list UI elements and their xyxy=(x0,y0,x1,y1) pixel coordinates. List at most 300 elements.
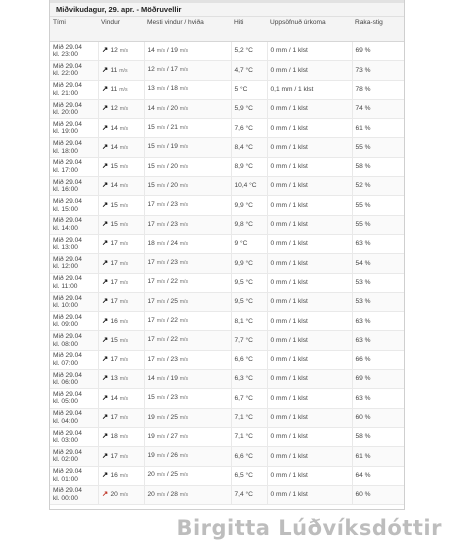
gust-cell: 17 m/s / 22 m/s xyxy=(144,312,231,331)
watermark: Birgitta Lúðvíksdóttir xyxy=(176,516,442,540)
wind-unit: m/s xyxy=(119,376,129,383)
temp-cell: 6,3 °C xyxy=(231,370,267,389)
max-wind-unit: m/s xyxy=(156,125,166,132)
gust-speed: 21 xyxy=(170,124,178,132)
gust-speed: 23 xyxy=(170,259,178,267)
precip-cell: 0 mm / 1 klst xyxy=(267,408,352,427)
max-wind: 14 xyxy=(147,46,155,54)
precip-cell: 0 mm / 1 klst xyxy=(267,350,352,369)
table-row xyxy=(50,350,405,369)
gust-cell: 13 m/s / 18 m/s xyxy=(144,80,231,99)
wind-direction-icon: ↗ xyxy=(101,450,109,460)
gust-speed: 19 xyxy=(170,143,178,151)
temp-cell: 7,7 °C xyxy=(231,331,267,350)
date-label: Mið 29.04 xyxy=(53,159,82,167)
gust-cell: 17 m/s / 23 m/s xyxy=(144,254,231,273)
wind-direction-icon: ↗ xyxy=(101,257,109,267)
gust-speed: 23 xyxy=(170,201,178,209)
wind-cell xyxy=(98,234,144,253)
table-row xyxy=(50,292,405,311)
time-cell xyxy=(50,273,98,292)
wind-speed: 14 xyxy=(110,124,118,132)
wind-speed: 15 xyxy=(110,336,118,344)
temp-cell: 10,4 °C xyxy=(231,177,267,196)
max-wind: 14 xyxy=(147,104,155,112)
gust-speed: 24 xyxy=(170,239,178,247)
precip-cell: 0 mm / 1 klst xyxy=(267,466,352,485)
precip-cell: 0 mm / 1 klst xyxy=(267,370,352,389)
time-cell xyxy=(50,196,98,215)
gust-cell: 19 m/s / 26 m/s xyxy=(144,447,231,466)
table-row xyxy=(50,157,405,176)
wind-speed: 17 xyxy=(110,298,118,306)
wind-direction-icon: ↗ xyxy=(101,122,109,132)
header-humidity[interactable]: Raka-stig xyxy=(352,17,405,42)
hour-label: kl. 07:00 xyxy=(53,359,78,367)
hour-label: kl. 23:00 xyxy=(53,51,78,59)
wind-cell xyxy=(98,408,144,427)
wind-direction-icon: ↗ xyxy=(101,199,109,209)
hour-label: kl. 18:00 xyxy=(53,147,78,155)
humidity-cell: 58 % xyxy=(352,157,405,176)
gust-cell: 15 m/s / 19 m/s xyxy=(144,138,231,157)
gust-unit: m/s xyxy=(179,240,189,247)
gust-cell: 12 m/s / 17 m/s xyxy=(144,61,231,80)
date-label: Mið 29.04 xyxy=(53,43,82,51)
gust-speed: 20 xyxy=(170,181,178,189)
time-cell xyxy=(50,177,98,196)
max-wind-unit: m/s xyxy=(156,472,166,479)
header-temp[interactable]: Hiti xyxy=(231,17,267,42)
hour-label: kl. 12:00 xyxy=(53,263,78,271)
temp-cell: 8,1 °C xyxy=(231,312,267,331)
max-wind: 19 xyxy=(147,432,155,440)
date-label: Mið 29.04 xyxy=(53,198,82,206)
max-wind-unit: m/s xyxy=(156,356,166,363)
gust-unit: m/s xyxy=(179,298,189,305)
gust-speed: 23 xyxy=(170,394,178,402)
humidity-cell: 55 % xyxy=(352,215,405,234)
date-label: Mið 29.04 xyxy=(53,429,82,437)
date-label: Mið 29.04 xyxy=(53,62,82,70)
wind-unit: m/s xyxy=(119,299,129,306)
time-cell xyxy=(50,42,98,61)
gust-unit: m/s xyxy=(179,125,189,132)
max-wind: 15 xyxy=(147,394,155,402)
wind-cell xyxy=(98,427,144,446)
wind-cell xyxy=(98,61,144,80)
max-wind-unit: m/s xyxy=(156,163,166,170)
temp-cell: 5,2 °C xyxy=(231,42,267,61)
time-cell xyxy=(50,350,98,369)
max-wind-unit: m/s xyxy=(156,47,166,54)
wind-cell xyxy=(98,331,144,350)
time-cell xyxy=(50,99,98,118)
date-label: Mið 29.04 xyxy=(53,82,82,90)
wind-direction-icon: ↗ xyxy=(101,469,109,479)
hour-label: kl. 02:00 xyxy=(53,456,78,464)
time-cell xyxy=(50,466,98,485)
precip-cell: 0 mm / 1 klst xyxy=(267,99,352,118)
table-row xyxy=(50,99,405,118)
temp-cell: 5,9 °C xyxy=(231,99,267,118)
gust-unit: m/s xyxy=(179,182,189,189)
table-row xyxy=(50,447,405,466)
gust-cell: 14 m/s / 19 m/s xyxy=(144,42,231,61)
wind-cell xyxy=(98,466,144,485)
wind-direction-icon: ↗ xyxy=(101,431,109,441)
wind-speed: 14 xyxy=(110,143,118,151)
wind-speed: 12 xyxy=(110,47,118,55)
wind-unit: m/s xyxy=(119,415,129,422)
date-label: Mið 29.04 xyxy=(53,410,82,418)
wind-speed: 14 xyxy=(110,394,118,402)
wind-speed: 15 xyxy=(110,163,118,171)
max-wind-unit: m/s xyxy=(156,240,166,247)
humidity-cell: 61 % xyxy=(352,447,405,466)
gust-unit: m/s xyxy=(179,163,189,170)
hour-label: kl. 11:00 xyxy=(53,282,78,290)
wind-speed: 16 xyxy=(110,317,118,325)
max-wind-unit: m/s xyxy=(156,279,166,286)
gust-speed: 22 xyxy=(170,278,178,286)
hour-label: kl. 05:00 xyxy=(53,398,78,406)
date-label: Mið 29.04 xyxy=(53,390,82,398)
temp-cell: 6,6 °C xyxy=(231,350,267,369)
wind-speed: 12 xyxy=(110,105,118,113)
wind-direction-icon: ↗ xyxy=(101,276,109,286)
wind-direction-icon: ↗ xyxy=(101,296,109,306)
temp-cell: 6,6 °C xyxy=(231,447,267,466)
gust-speed: 20 xyxy=(170,162,178,170)
max-wind: 17 xyxy=(147,297,155,305)
time-cell xyxy=(50,427,98,446)
table-header-row xyxy=(50,17,405,42)
time-cell xyxy=(50,485,98,504)
temp-cell: 7,1 °C xyxy=(231,408,267,427)
max-wind-unit: m/s xyxy=(156,67,166,74)
gust-cell: 19 m/s / 25 m/s xyxy=(144,408,231,427)
time-cell xyxy=(50,61,98,80)
max-wind: 15 xyxy=(147,124,155,132)
precip-cell: 0 mm / 1 klst xyxy=(267,447,352,466)
date-label: Mið 29.04 xyxy=(53,468,82,476)
hour-label: kl. 06:00 xyxy=(53,379,78,387)
max-wind-unit: m/s xyxy=(156,202,166,209)
date-label: Mið 29.04 xyxy=(53,352,82,360)
humidity-cell: 52 % xyxy=(352,177,405,196)
humidity-cell: 69 % xyxy=(352,42,405,61)
max-wind: 12 xyxy=(147,66,155,74)
gust-unit: m/s xyxy=(179,47,189,54)
time-cell xyxy=(50,408,98,427)
wind-unit: m/s xyxy=(119,144,129,151)
gust-unit: m/s xyxy=(179,105,189,112)
forecast-title: Miðvikudagur, 29. apr. - Möðruvellir xyxy=(50,3,404,17)
max-wind: 15 xyxy=(147,181,155,189)
temp-cell: 9,8 °C xyxy=(231,215,267,234)
wind-unit: m/s xyxy=(119,260,129,267)
header-wind[interactable]: Vindur xyxy=(98,17,144,42)
max-wind-unit: m/s xyxy=(156,144,166,151)
wind-unit: m/s xyxy=(119,106,129,113)
hour-label: kl. 16:00 xyxy=(53,186,78,194)
date-label: Mið 29.04 xyxy=(53,448,82,456)
humidity-cell: 60 % xyxy=(352,408,405,427)
hour-label: kl. 14:00 xyxy=(53,224,78,232)
date-label: Mið 29.04 xyxy=(53,120,82,128)
gust-cell: 18 m/s / 24 m/s xyxy=(144,234,231,253)
wind-speed: 20 xyxy=(110,491,118,499)
precip-cell: 0 mm / 1 klst xyxy=(267,331,352,350)
gust-speed: 20 xyxy=(170,104,178,112)
time-cell xyxy=(50,234,98,253)
wind-cell xyxy=(98,215,144,234)
max-wind: 15 xyxy=(147,162,155,170)
time-cell xyxy=(50,80,98,99)
wind-unit: m/s xyxy=(119,67,128,74)
wind-cell xyxy=(98,119,144,138)
gust-cell: 17 m/s / 25 m/s xyxy=(144,292,231,311)
wind-speed: 18 xyxy=(110,433,118,441)
gust-cell: 19 m/s / 27 m/s xyxy=(144,427,231,446)
wind-cell xyxy=(98,292,144,311)
gust-speed: 22 xyxy=(170,336,178,344)
humidity-cell: 55 % xyxy=(352,196,405,215)
max-wind: 14 xyxy=(147,374,155,382)
header-gust[interactable]: Mesti vindur / hviða xyxy=(144,17,231,42)
gust-cell: 15 m/s / 20 m/s xyxy=(144,157,231,176)
wind-unit: m/s xyxy=(119,164,129,171)
wind-cell xyxy=(98,273,144,292)
date-label: Mið 29.04 xyxy=(53,101,82,109)
wind-unit: m/s xyxy=(119,318,129,325)
temp-cell: 9,5 °C xyxy=(231,292,267,311)
wind-direction-icon: ↗ xyxy=(101,392,109,402)
gust-unit: m/s xyxy=(179,260,189,267)
wind-speed: 17 xyxy=(110,452,118,460)
humidity-cell: 61 % xyxy=(352,119,405,138)
precip-cell: 0 mm / 1 klst xyxy=(267,312,352,331)
date-label: Mið 29.04 xyxy=(53,236,82,244)
gust-unit: m/s xyxy=(179,144,189,151)
gust-unit: m/s xyxy=(179,202,189,209)
wind-speed: 17 xyxy=(110,278,118,286)
wind-speed: 17 xyxy=(110,414,118,422)
wind-direction-icon: ↗ xyxy=(101,83,109,93)
max-wind-unit: m/s xyxy=(156,182,166,189)
temp-cell: 7,6 °C xyxy=(231,119,267,138)
humidity-cell: 63 % xyxy=(352,389,405,408)
date-label: Mið 29.04 xyxy=(53,333,82,341)
humidity-cell: 54 % xyxy=(352,254,405,273)
precip-cell: 0 mm / 1 klst xyxy=(267,61,352,80)
table-row xyxy=(50,215,405,234)
wind-unit: m/s xyxy=(119,202,129,209)
hour-label: kl. 21:00 xyxy=(53,89,78,97)
wind-direction-icon: ↗ xyxy=(101,315,109,325)
gust-speed: 25 xyxy=(170,413,178,421)
table-row xyxy=(50,331,405,350)
temp-cell: 6,5 °C xyxy=(231,466,267,485)
precip-cell: 0 mm / 1 klst xyxy=(267,196,352,215)
table-row xyxy=(50,389,405,408)
table-row xyxy=(50,61,405,80)
max-wind-unit: m/s xyxy=(156,86,166,93)
gust-unit: m/s xyxy=(179,453,189,460)
wind-speed: 15 xyxy=(110,201,118,209)
time-cell xyxy=(50,254,98,273)
wind-direction-icon: ↗ xyxy=(101,412,109,422)
max-wind: 13 xyxy=(147,85,155,93)
wind-cell xyxy=(98,389,144,408)
wind-direction-icon: ↗ xyxy=(101,180,109,190)
max-wind-unit: m/s xyxy=(156,260,166,267)
hour-label: kl. 08:00 xyxy=(53,340,78,348)
gust-cell: 20 m/s / 25 m/s xyxy=(144,466,231,485)
precip-cell: 0 mm / 1 klst xyxy=(267,42,352,61)
wind-unit: m/s xyxy=(119,279,129,286)
humidity-cell: 74 % xyxy=(352,99,405,118)
temp-cell: 9,5 °C xyxy=(231,273,267,292)
gust-cell: 15 m/s / 21 m/s xyxy=(144,119,231,138)
temp-cell: 8,4 °C xyxy=(231,138,267,157)
max-wind-unit: m/s xyxy=(156,298,166,305)
temp-cell: 6,7 °C xyxy=(231,389,267,408)
wind-direction-icon: ↗ xyxy=(101,373,109,383)
time-cell xyxy=(50,292,98,311)
hour-label: kl. 13:00 xyxy=(53,244,78,252)
max-wind: 17 xyxy=(147,259,155,267)
wind-direction-icon: ↗ xyxy=(101,354,109,364)
humidity-cell: 63 % xyxy=(352,331,405,350)
wind-speed: 13 xyxy=(110,375,118,383)
precip-cell: 0 mm / 1 klst xyxy=(267,234,352,253)
gust-cell: 15 m/s / 23 m/s xyxy=(144,389,231,408)
temp-cell: 9 °C xyxy=(231,234,267,253)
wind-unit: m/s xyxy=(119,337,129,344)
humidity-cell: 64 % xyxy=(352,466,405,485)
wind-cell xyxy=(98,177,144,196)
gust-speed: 17 xyxy=(170,66,178,74)
max-wind: 17 xyxy=(147,201,155,209)
gust-speed: 26 xyxy=(170,452,178,460)
hour-label: kl. 09:00 xyxy=(53,321,78,329)
precip-cell: 0 mm / 1 klst xyxy=(267,273,352,292)
gust-unit: m/s xyxy=(179,67,189,74)
temp-cell: 9,9 °C xyxy=(231,196,267,215)
wind-unit: m/s xyxy=(119,357,129,364)
header-time[interactable]: Tími xyxy=(50,17,98,42)
precip-cell: 0 mm / 1 klst xyxy=(267,254,352,273)
table-row xyxy=(50,196,405,215)
wind-unit: m/s xyxy=(119,222,129,229)
weather-panel xyxy=(49,0,405,510)
hour-label: kl. 00:00 xyxy=(53,494,78,502)
table-row xyxy=(50,370,405,389)
date-label: Mið 29.04 xyxy=(53,487,82,495)
hour-label: kl. 22:00 xyxy=(53,70,78,78)
date-label: Mið 29.04 xyxy=(53,140,82,148)
header-precip[interactable]: Uppsöfnuð úrkoma xyxy=(267,17,352,42)
time-cell xyxy=(50,312,98,331)
wind-cell xyxy=(98,312,144,331)
wind-unit: m/s xyxy=(119,183,129,190)
gust-cell: 17 m/s / 23 m/s xyxy=(144,215,231,234)
gust-cell: 17 m/s / 22 m/s xyxy=(144,273,231,292)
gust-unit: m/s xyxy=(179,491,189,498)
table-row xyxy=(50,485,405,504)
gust-cell: 17 m/s / 22 m/s xyxy=(144,331,231,350)
wind-direction-icon: ↗ xyxy=(101,334,109,344)
time-cell xyxy=(50,370,98,389)
gust-unit: m/s xyxy=(179,395,189,402)
hour-label: kl. 04:00 xyxy=(53,417,78,425)
precip-cell: 0 mm / 1 klst xyxy=(267,119,352,138)
wind-speed: 17 xyxy=(110,259,118,267)
gust-speed: 25 xyxy=(170,297,178,305)
wind-direction-icon: ↗ xyxy=(101,141,109,151)
wind-direction-icon: ↗ xyxy=(101,103,109,113)
time-cell xyxy=(50,389,98,408)
wind-direction-icon: ↗ xyxy=(101,489,109,499)
precip-cell: 0 mm / 1 klst xyxy=(267,292,352,311)
hour-label: kl. 10:00 xyxy=(53,302,78,309)
time-cell xyxy=(50,215,98,234)
max-wind: 17 xyxy=(147,278,155,286)
wind-speed: 16 xyxy=(110,471,118,479)
time-cell xyxy=(50,157,98,176)
humidity-cell: 55 % xyxy=(352,138,405,157)
temp-cell: 7,1 °C xyxy=(231,427,267,446)
humidity-cell: 73 % xyxy=(352,61,405,80)
precip-cell: 0,1 mm / 1 klst xyxy=(267,80,352,99)
gust-speed: 19 xyxy=(170,374,178,382)
wind-direction-icon: ↗ xyxy=(101,64,109,74)
gust-speed: 27 xyxy=(170,432,178,440)
gust-speed: 22 xyxy=(170,317,178,325)
gust-unit: m/s xyxy=(179,337,189,344)
wind-unit: m/s xyxy=(119,453,129,460)
wind-unit: m/s xyxy=(119,48,129,55)
gust-speed: 25 xyxy=(170,471,178,479)
max-wind-unit: m/s xyxy=(156,491,166,498)
table-row xyxy=(50,234,405,253)
wind-speed: 11 xyxy=(110,85,118,93)
humidity-cell: 58 % xyxy=(352,427,405,446)
table-row xyxy=(50,138,405,157)
gust-cell: 17 m/s / 23 m/s xyxy=(144,196,231,215)
humidity-cell: 53 % xyxy=(352,292,405,311)
wind-cell xyxy=(98,254,144,273)
wind-direction-icon: ↗ xyxy=(101,238,109,248)
wind-cell xyxy=(98,370,144,389)
temp-cell: 9,9 °C xyxy=(231,254,267,273)
gust-unit: m/s xyxy=(179,279,189,286)
precip-cell: 0 mm / 1 klst xyxy=(267,157,352,176)
max-wind-unit: m/s xyxy=(156,433,166,440)
wind-cell xyxy=(98,196,144,215)
hour-label: kl. 17:00 xyxy=(53,166,78,174)
gust-cell: 17 m/s / 23 m/s xyxy=(144,350,231,369)
temp-cell: 4,7 °C xyxy=(231,61,267,80)
humidity-cell: 63 % xyxy=(352,312,405,331)
table-row xyxy=(50,273,405,292)
max-wind: 15 xyxy=(147,143,155,151)
date-label: Mið 29.04 xyxy=(53,217,82,225)
humidity-cell: 69 % xyxy=(352,370,405,389)
wind-cell xyxy=(98,447,144,466)
